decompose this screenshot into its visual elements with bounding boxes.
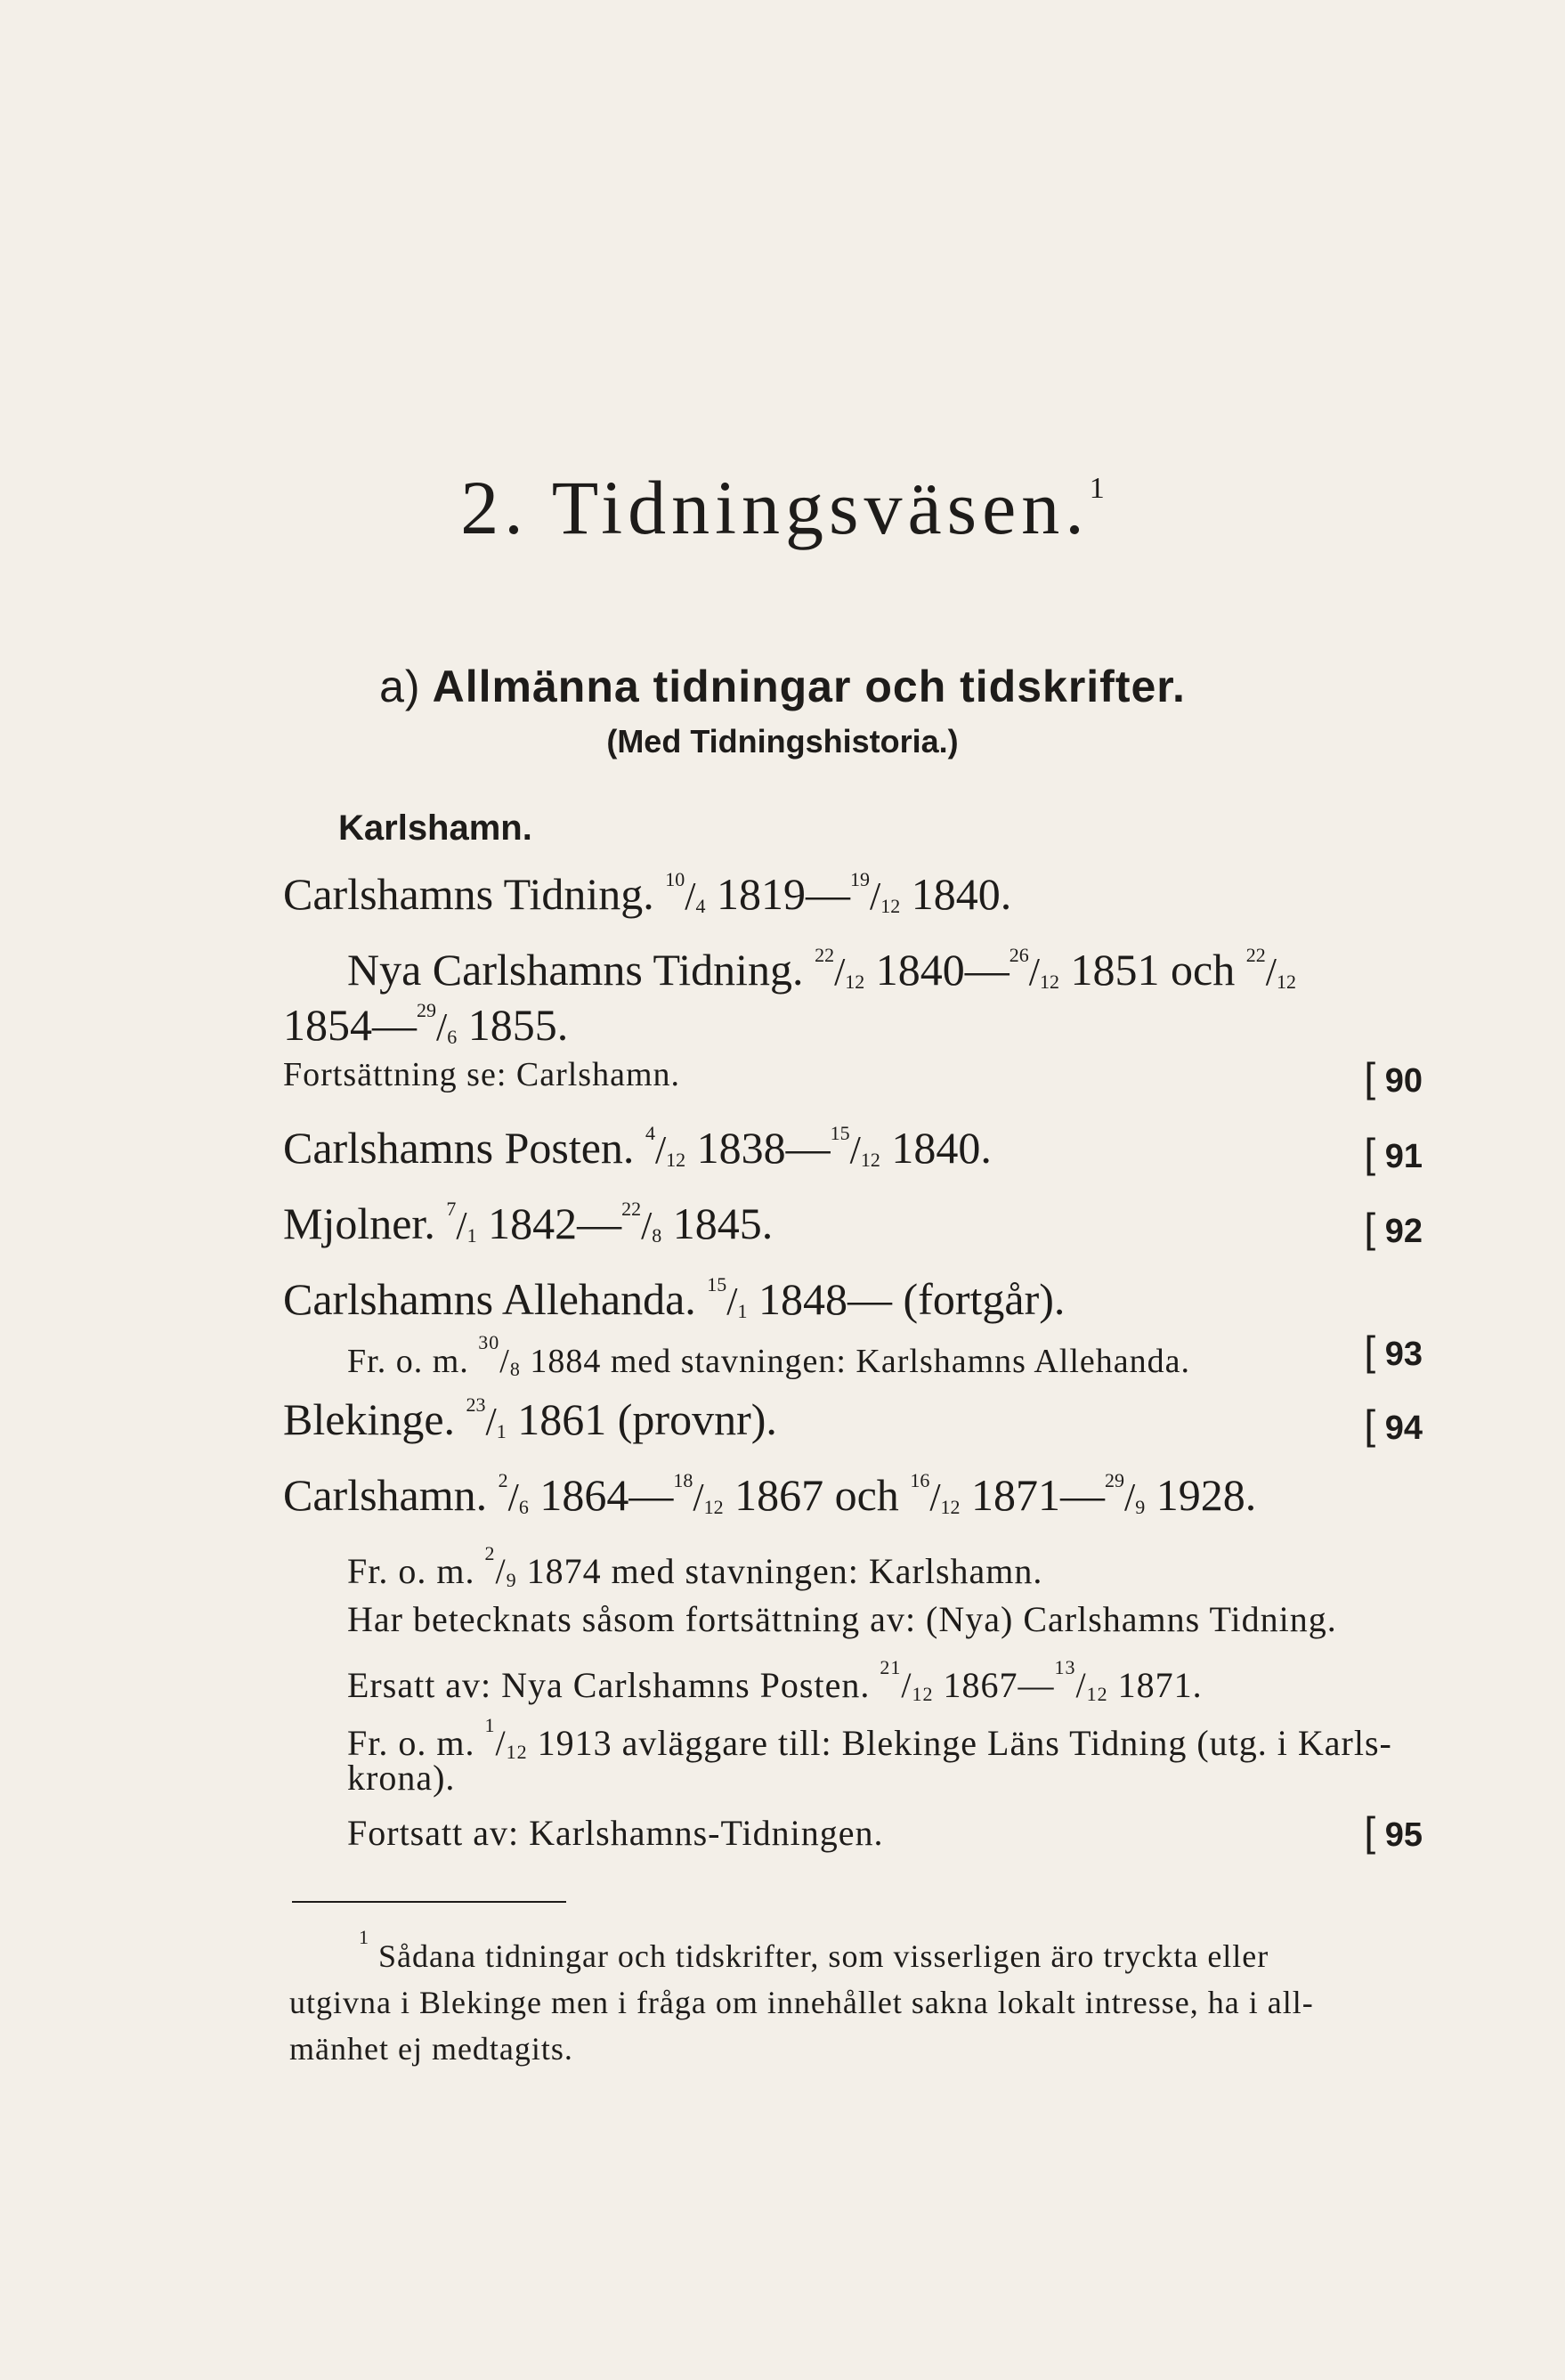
footnote — [289, 1914, 1424, 2072]
entry-note: Har betecknats såsom fortsättning av: (Nya) Carlshamns Tidning. — [347, 1599, 1337, 1639]
status: (fortgår). — [903, 1274, 1066, 1324]
footnote-line: $^1$ Sådana tidningar och tidskrifter, som visserligen äro tryckta eller — [359, 1926, 1269, 1974]
page-title — [0, 463, 1565, 552]
entry-carlshamn: Carlshamn. $^2/_6$ $1864—^{18}/_{12}$ 1867 och $^{16}/_{12}$ $1871—^{29}/_9$ 1928. — [283, 1469, 1257, 1520]
section-number: 2. — [460, 465, 529, 550]
year: 1851 — [1070, 945, 1160, 995]
month: 1 — [496, 1420, 507, 1442]
entry-blekinge: Blekinge. $^{23}/_1$ 1861 (provnr). — [283, 1393, 777, 1444]
entry-number: [ 94 — [1364, 1401, 1423, 1448]
day: 26 — [1009, 944, 1029, 966]
entry-title: Carlshamns Allehanda. — [283, 1274, 696, 1324]
day: 15 — [707, 1273, 727, 1296]
entry-title: Carlshamns Posten. — [283, 1123, 635, 1173]
title-text: Tidningsväsen. — [551, 465, 1090, 550]
year: 1842 — [488, 1198, 578, 1248]
day: 2 — [498, 1469, 508, 1491]
entry-nya-carlshamns-tidning-cont: $1854—^{29}/_6$ 1855. — [283, 999, 569, 1050]
footnote-line: utgivna i Blekinge men i fråga om innehållet sakna lokalt intresse, ha i all- — [289, 1985, 1314, 2020]
day: 19 — [849, 868, 870, 890]
year: 1855. — [467, 1000, 569, 1050]
entry-number: [ 95 — [1364, 1808, 1423, 1855]
entry-mjolner: Mjolner. $^7/_1$ $1842—^{22}/_8$ 1845. — [283, 1198, 774, 1248]
conjunction: och — [834, 1470, 899, 1520]
footnote-ref: 1 — [1089, 472, 1105, 505]
entry-carlshamns-tidning: Carlshamns Tidning. $^{10}/_4$ $1819—^{19}/_{12}$ 1840. — [283, 868, 1012, 919]
day: 22 — [815, 944, 835, 966]
month: 1 — [737, 1300, 748, 1322]
entry-number: [ 92 — [1364, 1205, 1423, 1251]
day: 18 — [673, 1469, 693, 1491]
subsection-note: (Med Tidningshistoria.) — [606, 723, 959, 759]
year: 1928. — [1156, 1470, 1257, 1520]
month: 12 — [845, 971, 865, 993]
year: 1854 — [283, 1000, 372, 1050]
entry-carlshamns-posten: Carlshamns Posten. $^4/_{12}$ $1838—^{15}/_{12}$ 1840. — [283, 1122, 992, 1173]
day: 23 — [466, 1393, 486, 1416]
entry-note: Fortsatt av: Karlshamns-Tidningen. — [347, 1813, 884, 1853]
footnote-mark: 1 — [359, 1926, 369, 1948]
month: 6 — [447, 1026, 458, 1048]
day: 22 — [621, 1198, 642, 1220]
entry-title: Nya Carlshamns Tidning. — [347, 945, 804, 995]
year: 1864 — [539, 1470, 629, 1520]
year: 1867 — [734, 1470, 824, 1520]
entry-title: Blekinge. — [283, 1394, 456, 1444]
subsection-title — [0, 661, 1565, 712]
entry-note: Ersatt av: Nya Carlshamns Posten. $^{21}/_{12}$ $1867—^{13}/_{12}$ 1871. — [347, 1656, 1203, 1705]
footnote-divider — [292, 1901, 566, 1903]
month: 12 — [940, 1496, 961, 1518]
day: 16 — [910, 1469, 930, 1491]
conjunction: och — [1171, 945, 1236, 995]
year: 1848 — [758, 1274, 848, 1324]
place-heading: Karlshamn. — [338, 808, 532, 848]
entry-number: [ 91 — [1364, 1130, 1423, 1176]
day: 29 — [417, 999, 436, 1021]
entry-carlshamns-allehanda: Carlshamns Allehanda. $^{15}/_1$ 1848— (fortgår). — [283, 1273, 1066, 1324]
entry-note: Fr. o. m. $^2/_9$ 1874 med stavningen: Karlshamn. — [347, 1542, 1043, 1591]
entry-title: Carlshamn. — [283, 1470, 488, 1520]
status: (provnr). — [617, 1394, 777, 1444]
year: 1840. — [911, 869, 1012, 919]
month: 8 — [652, 1224, 662, 1247]
day: 4 — [645, 1122, 655, 1144]
entry-note: Fr. o. m. $^{30}/_8$ 1884 med stavningen: Karlshamns Allehanda. — [347, 1331, 1191, 1380]
year: 1819 — [716, 869, 806, 919]
entry-note: Fr. o. m. $^1/_{12}$ 1913 avläggare till: Blekinge Läns Tidning (utg. i Karls- — [347, 1714, 1392, 1763]
day: 15 — [830, 1122, 850, 1144]
entry-note-cont: krona). — [347, 1758, 456, 1798]
year: 1845. — [672, 1198, 774, 1248]
month: 12 — [880, 895, 901, 917]
year: 1838 — [696, 1123, 786, 1173]
year: 1861 — [517, 1394, 607, 1444]
month: 12 — [860, 1149, 880, 1171]
month: 4 — [695, 895, 706, 917]
day: 22 — [1245, 944, 1266, 966]
entry-number: [ 90 — [1364, 1054, 1423, 1101]
day: 29 — [1105, 1469, 1125, 1491]
subsection-text: Allmänna tidningar och tidskrifter. — [432, 662, 1186, 711]
month: 9 — [1135, 1496, 1146, 1518]
year: 1840. — [891, 1123, 992, 1173]
entry-number: [ 93 — [1364, 1328, 1423, 1374]
footnote-line: mänhet ej medtagits. — [289, 2031, 573, 2067]
entry-note: Fortsättning se: Carlshamn. — [283, 1056, 681, 1093]
year: 1871 — [971, 1470, 1061, 1520]
year: 1840 — [875, 945, 965, 995]
month: 12 — [666, 1149, 686, 1171]
month: 6 — [518, 1496, 529, 1518]
day: 7 — [446, 1198, 457, 1220]
entry-title: Mjolner. — [283, 1198, 435, 1248]
month: 12 — [1276, 971, 1296, 993]
month: 12 — [703, 1496, 724, 1518]
month: 1 — [466, 1224, 477, 1247]
day: 10 — [665, 868, 685, 890]
entry-title: Carlshamns Tidning. — [283, 869, 654, 919]
subsection-label: a) — [379, 662, 421, 711]
entry-nya-carlshamns-tidning: Nya Carlshamns Tidning. $^{22}/_{12}$ $1840—^{26}/_{12}$ 1851 och $^{22}/_{12}$ — [347, 944, 1296, 995]
month: 12 — [1040, 971, 1060, 993]
